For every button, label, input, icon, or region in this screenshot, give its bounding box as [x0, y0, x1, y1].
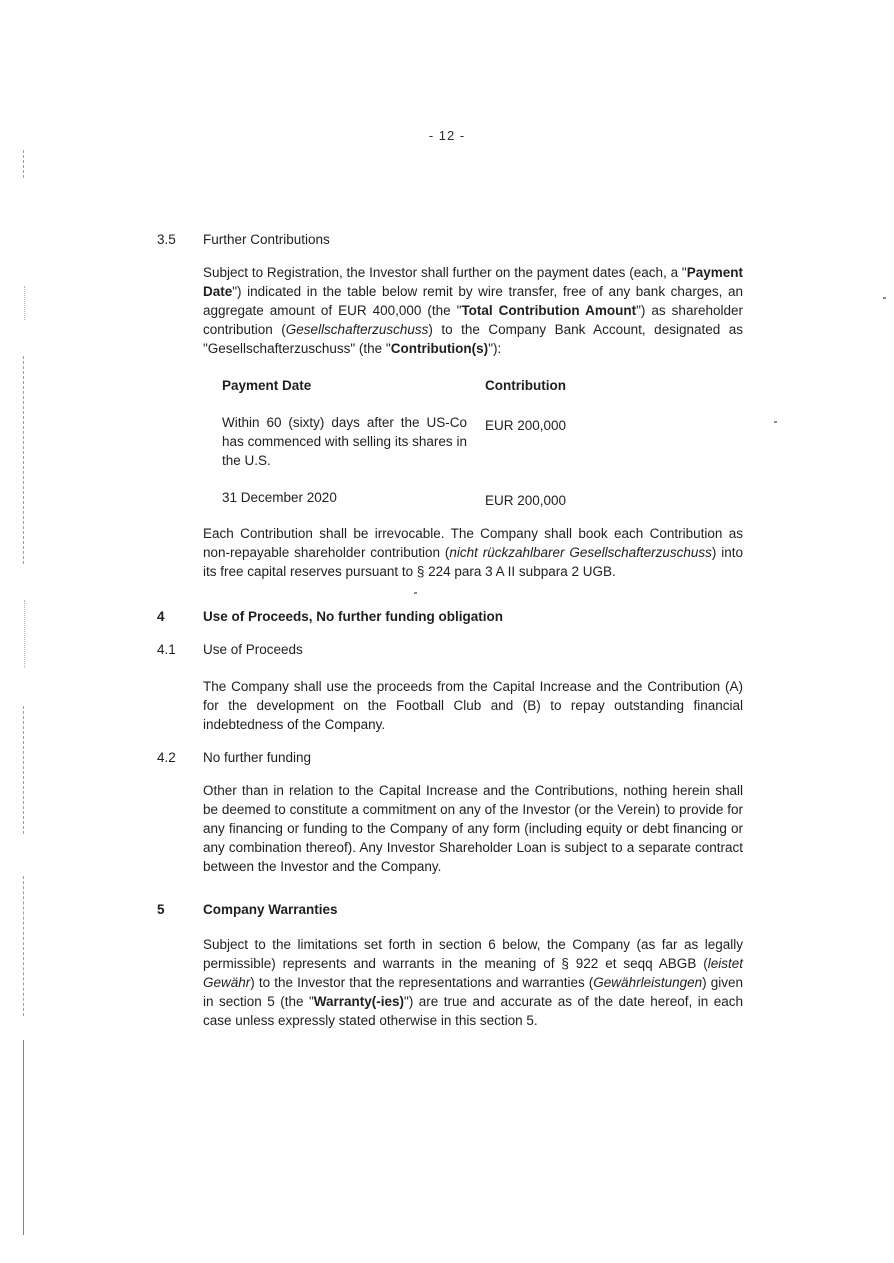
- scan-artifact-line: [23, 706, 24, 834]
- section-title: Further Contributions: [203, 232, 330, 247]
- scan-artifact-line: [24, 286, 25, 320]
- scan-artifact-line: [23, 1040, 24, 1235]
- payment-date-cell: 31 December 2020: [222, 490, 337, 505]
- scan-artifact-dot: [883, 297, 886, 299]
- section-heading-4-1: [157, 640, 743, 659]
- payment-date-cell: Within 60 (sixty) days after the US-Co has commenced with selling its shares in the U.S.: [222, 415, 467, 468]
- table-row: [222, 488, 743, 510]
- paragraph-irrevocable: Each Contribution shall be irrevocable. The Company shall book each Contribution as non-repayable shareholder contribution (nicht rückzahlbarer Gesellschafterzuschuss) into its free capital reserves pursuant to § 224 para 3 A II subpara 2 UGB.: [203, 526, 743, 579]
- scan-artifact-line: [23, 356, 24, 564]
- scan-artifact-line: [23, 150, 24, 178]
- section-heading-4-2: [157, 748, 743, 767]
- section-heading-5: [157, 900, 743, 919]
- section-title: Use of Proceeds, No further funding obligation: [203, 609, 504, 624]
- scan-artifact-line: [24, 600, 25, 668]
- scan-artifact-dot: [414, 592, 417, 594]
- section-title: Company Warranties: [203, 902, 338, 917]
- table-row: [222, 413, 743, 470]
- contribution-cell: EUR 200,000: [485, 493, 567, 508]
- section-number: 4.1: [157, 642, 176, 657]
- section-number: 3.5: [157, 232, 176, 247]
- section-number: 4: [157, 609, 165, 624]
- section-heading-3-5: [157, 230, 743, 249]
- paragraph-use-of-proceeds: The Company shall use the proceeds from the Capital Increase and the Contribution (A) for the development on the Football Club and (B) to repay outstanding financial indebtedness of the Company.: [203, 679, 743, 732]
- table-header-payment-date: Payment Date: [222, 378, 312, 393]
- scan-artifact-dot: [774, 421, 777, 423]
- table-header-row: [222, 376, 743, 395]
- section-title: No further funding: [203, 750, 312, 765]
- table-header-contribution: Contribution: [485, 378, 566, 393]
- section-number: 5: [157, 902, 165, 917]
- paragraph-contributions-intro: Subject to Registration, the Investor shall further on the payment dates (each, a "Payment Date") indicated in the table below remit by wire transfer, free of any bank charges, an aggregate amount of EUR 400,000 (the "Total Contribution Amount") as shareholder contribution (Gesellschafterzuschuss) to the Company Bank Account, designated as "Gesellschafterzuschuss" (the "Contribution(s)"):: [203, 265, 743, 356]
- document-content: [157, 230, 743, 1030]
- scan-artifact-line: [23, 876, 24, 1016]
- paragraph-company-warranties: Subject to the limitations set forth in section 6 below, the Company (as far as legally permissible) represents and warrants in the meaning of § 922 et seqq ABGB (leistet Gewähr) to the Investor that the representations and warranties (Gewährleistungen) given in section 5 (the "Warranty(-ies)") are true and accurate as of the date hereof, in each case unless expressly stated otherwise in this section 5.: [203, 937, 743, 1028]
- paragraph-no-further-funding: Other than in relation to the Capital Increase and the Contributions, nothing herein shall be deemed to constitute a commitment on any of the Investor (or the Verein) to provide for any financing or funding to the Company of any form (including equity or debt financing or any combination thereof). Any Investor Shareholder Loan is subject to a separate contract between the Investor and the Company.: [203, 783, 743, 874]
- contributions-table: [222, 376, 743, 510]
- section-heading-4: [157, 607, 743, 626]
- section-number: 4.2: [157, 750, 176, 765]
- contribution-cell: EUR 200,000: [485, 418, 567, 433]
- page-number: - 12 -: [428, 128, 466, 143]
- section-title: Use of Proceeds: [203, 642, 303, 657]
